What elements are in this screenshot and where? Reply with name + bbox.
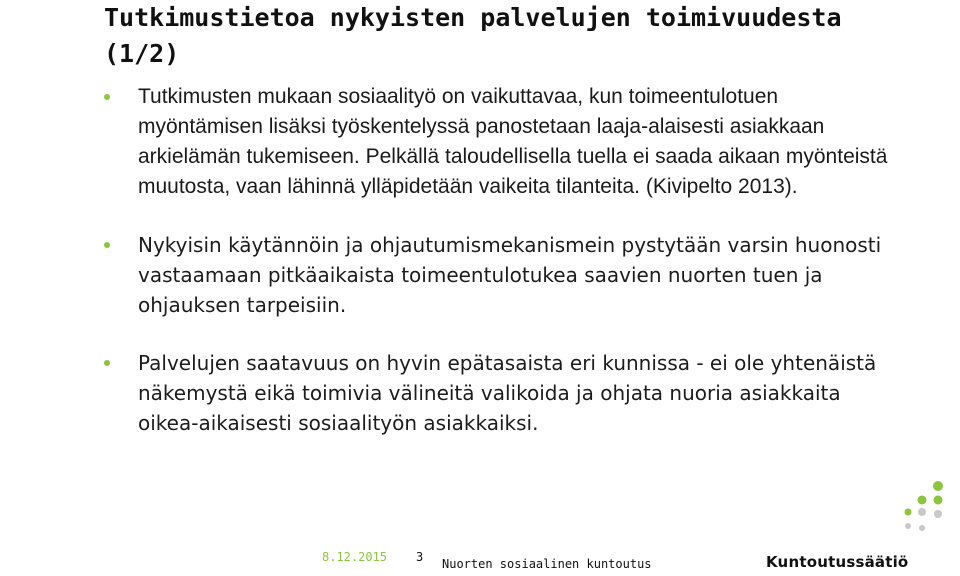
footer-brand: Kuntoutussäätiö: [766, 553, 909, 571]
bullet-dot-icon: [104, 94, 110, 100]
bullet-text: Tutkimusten mukaan sosiaalityö on vaikuttavaa, kun toimeentulotuen myöntämisen lisäksi työskentelyssä panostetaan laaja-alaisesti asiakkaan arkielämän tukemiseen. Pelkällä taloudellisella tuella ei saada aikaan myönteistä muutosta, vaan lähinnä ylläpidetään vaikeita tilanteita. (Kivipelto 2013).: [138, 85, 888, 198]
bullet-text: Nykyisin käytännöin ja ohjautumismekanismein pystytään varsin huonosti vastaamaan pitkäaikaista toimeentulotukea saavien nuorten tuen ja ohjauksen tarpeisiin.: [138, 233, 882, 317]
bullet-item: [104, 82, 904, 202]
bullet-item: [104, 230, 904, 320]
bullet-text: Palvelujen saatavuus on hyvin epätasaista eri kunnissa - ei ole yhtenäistä näkemystä eikä toimivia välineitä valikoida ja ohjata nuoria asiakkaita oikea-aikaisesti sosiaalityön asiakkaiksi.: [138, 351, 877, 435]
bullet-dot-icon: [104, 242, 110, 248]
slide-title: Tutkimustietoa nykyisten palvelujen toimivuudesta (1/2): [104, 3, 842, 68]
footer-page-number: 3: [416, 550, 424, 564]
bullet-list: [104, 82, 904, 438]
footer-date: 8.12.2015: [322, 550, 388, 564]
bullet-item: [104, 348, 904, 438]
logo-dots-icon: [896, 476, 956, 536]
footer-presentation-title: Nuorten sosiaalinen kuntoutus: [442, 557, 652, 571]
bullet-dot-icon: [104, 360, 110, 366]
